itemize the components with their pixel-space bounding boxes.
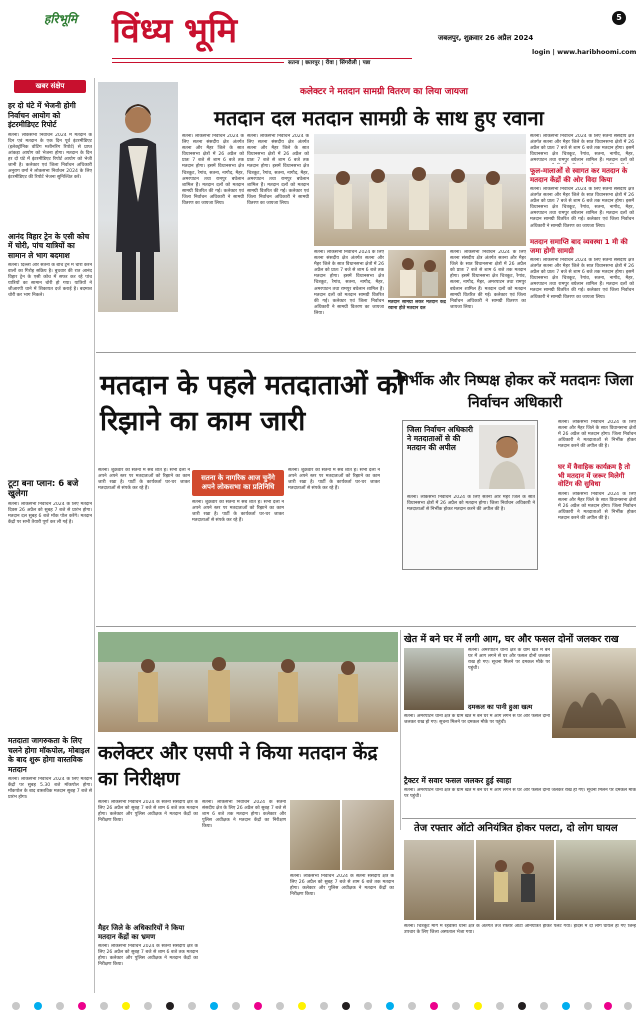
- accident-photo: [476, 840, 554, 920]
- brief-body: सतना। लोकसभा निर्वाचन 2024 के लिए मतदान दिवस 26 अप्रैल को सुबह 7 बजे से प्रारंभ होगा। मतदान दल सुबह 6 बजे मॉक पोल करेंगे। मतदान केंद्रों पर सभी तैयारी पूर्ण कर ली गई है।: [8, 502, 92, 526]
- news-brief-column: [8, 80, 92, 995]
- accident-photo: [404, 840, 474, 920]
- column-rule: [400, 630, 401, 830]
- pull-quote-text: सतना के नागरिक आज चुनेंगे अपने लोकसभा का प्रतिनिधि: [201, 474, 275, 491]
- fire-photo: [404, 648, 464, 710]
- edition-bar: [112, 58, 412, 67]
- side-headline: मैहर जिले के अधिकारियों ने किया मतदान केंद्रों का भ्रमण: [98, 924, 185, 941]
- photo-caption: मतदान सामग्री लेकर मतदान केंद्र रवाना होते मतदान दल: [388, 300, 446, 312]
- story-body: सतना। लोकसभा निर्वाचन 2024 के सतना संसदीय क्षेत्र के लिए 26 अप्रैल को सुबह 7 बजे से शाम 6 बजे तक मतदान होगा। कलेक्टर और पुलिस अधीक्षक ने मतदान केंद्रों का निरीक्षण किया।: [98, 800, 198, 824]
- edition-bar-line: [112, 62, 284, 63]
- story-body-column: सतना। अमरपाटन थाना क्षेत्र के ग्राम खेत में बने घर में आग लगने से घर और फसल दोनों जलकर राख हो गए। सूचना मिलने पर दमकल मौके पर पहुंची।: [404, 788, 636, 800]
- side-headline: घर में वैवाहिक कार्यक्रम है तो भी मतदान में जरूर मिलेगी वोटिंग की सुविधा: [558, 463, 631, 488]
- story-headline: मतदान दल मतदान सामग्री के साथ हुए रवाना: [214, 106, 544, 130]
- story-body-column: सतना। लोकसभा निर्वाचन 2024 के लिए सतना संसदीय क्षेत्र अंतर्गत सतना और मैहर जिले के सात विधानसभा क्षेत्रों में 26 अप्रैल को प्रातः 7 बजे से शाम 6 बजे तक मतदान होगा। इसमें विधानसभा क्षेत्र चित्रकूट, रैगांव, सतना, नागौद, मैहर, अमरपाटन तथा रामपुर बघेलान शामिल हैं। मतदान दलों को मतदान सामग्री वितरित की गई। कलेक्टर एवं जिला निर्वाचन अधिकारी ने सामग्री वितरण का जायजा लिया।: [450, 250, 526, 310]
- brief-label: खबर संक्षेप: [14, 80, 86, 93]
- story-body-column: सतना। लोकसभा निर्वाचन 2024 के लिए सतना संसदीय क्षेत्र अंतर्गत सतना और मैहर जिले के सात विधानसभा क्षेत्रों में 26 अप्रैल को प्रातः 7 बजे से शाम 6 बजे तक मतदान होगा। इसमें विधानसभा क्षेत्र चित्रकूट, रैगांव, सतना, नागौद, मैहर, अमरपाटन तथा रामपुर बघेलान शामिल हैं। मतदान दलों को मतदान सामग्री वितरित की गई। कलेक्टर एवं जिला निर्वाचन अधिकारी ने सामग्री वितरण का जायजा लिया।: [247, 134, 309, 207]
- officer-box: [402, 420, 538, 570]
- side-headline: फूल-मालाओं से स्वागत कर मतदान के मतदान केंद्रों की ओर विदा किया: [530, 167, 628, 184]
- story-body: सतना। लोकसभा निर्वाचन 2024 के लिए सतना और मैहर जिले के सात विधानसभा क्षेत्रों में 26 अप्रैल को मतदान होगा। जिला निर्वाचन अधिकारी ने मतदाताओं से निर्भीक होकर मतदान करने की अपील की है।: [558, 420, 636, 450]
- brief-body: सतना। लोकसभा निर्वाचन 2024 में मतदान के दिन एवं मतदान के एक दिन पूर्व इंटरमीडिएट (इलेक्ट्रॉनिक वोटिंग मशीनरिंग रिपोर्ट) से प्राप्त आंकड़ा आयोग को भेजना होगा। मतदान के दिन हर दो घंटे में इंटरमीडिएट रिपोर्ट आयोग को भेजी जानी है। कलेक्टर एवं जिला निर्वाचन अधिकारी अनुराग वर्मा ने लोकसभा निर्वाचन 2024 के लिए इंटरमीडिएट की रिपोर्ट भेजना सुनिश्चित करें।: [8, 132, 92, 181]
- story-body-column: सतना। शुक्रवार को सतना में सब शांत है। सभी दलों ने अपने अपने स्तर पर मतदाताओं को रिझाने का काम जारी रखा है। पार्टी के कार्यकर्ता घर-घर जाकर मतदाताओं से संपर्क कर रहे हैं।: [192, 500, 284, 524]
- story-body: सतना। लोकसभा निर्वाचन 2024 के लिए सतना संसदीय क्षेत्र अंतर्गत सतना और मैहर जिले के सात विधानसभा क्षेत्रों में 26 अप्रैल को प्रातः 7 बजे से शाम 6 बजे तक मतदान होगा। इसमें विधानसभा क्षेत्र चित्रकूट, रैगांव, सतना, नागौद, मैहर, अमरपाटन तथा रामपुर बघेलान शामिल हैं। मतदान दलों को मतदान सामग्री वितरित की गई। कलेक्टर एवं जिला निर्वाचन अधिकारी ने सामग्री वितरण का जायजा लिया।: [530, 187, 634, 229]
- page-title: विंध्य भूमि: [112, 11, 238, 51]
- story-headline: मतदान के पहले मतदाताओं को रिझाने का काम जारी: [100, 370, 405, 437]
- story-body-column: सतना। लोकसभा निर्वाचन 2024 के लिए सतना संसदीय क्षेत्र अंतर्गत सतना और मैहर जिले के सात विधानसभा क्षेत्रों में 26 अप्रैल को प्रातः 7 बजे से शाम 6 बजे तक मतदान होगा। इसमें विधानसभा क्षेत्र चित्रकूट, रैगांव, सतना, नागौद, मैहर, अमरपाटन तथा रामपुर बघेलान शामिल हैं। मतदान दलों को मतदान सामग्री वितरित की गई। कलेक्टर एवं जिला निर्वाचन अधिकारी ने सामग्री वितरण का जायजा लिया।: [314, 250, 384, 316]
- story-headline: कलेक्टर और एसपी ने किया मतदान केंद्र का निरीक्षण: [98, 742, 378, 790]
- story-headline: खेत में बने घर में लगी आग, घर और फसल दोनों जलकर राख: [404, 634, 619, 645]
- registration-bar: [0, 997, 640, 1015]
- collector-portrait: [479, 425, 535, 489]
- fire-photo-large: [552, 648, 636, 738]
- side-headline: मतदान समाप्ति बाद व्यवस्था 1 मी की जमा होगी सामग्री: [530, 238, 628, 255]
- story-body: सतना। चित्रकूट मार्ग में रहवासा थाना क्षेत्र के अंतर्गत तेज रफ्तार ऑटो अनियंत्रित होकर पलट गया। हादसे में दो लोग घायल हो गए जिन्हें उपचार के लिए जिला अस्पताल भेजा गया।: [404, 924, 636, 936]
- dateline: जबलपुर, शुक्रवार 26 अप्रैल 2024: [438, 34, 534, 42]
- story-side-column: [530, 134, 634, 346]
- polling-team-photo: [314, 134, 526, 246]
- inspection-photo-small: [342, 800, 394, 870]
- story-headline: निर्भीक और निष्पक्ष होकर करें मतदानः जिला निर्वाचन अधिकारी: [396, 373, 634, 411]
- story-body: सतना। लोकसभा निर्वाचन 2024 के लिए सतना संसदीय क्षेत्र अंतर्गत सतना और मैहर जिले के सात विधानसभा क्षेत्रों में 26 अप्रैल को प्रातः 7 बजे से शाम 6 बजे तक मतदान होगा। इसमें विधानसभा क्षेत्र चित्रकूट, रैगांव, सतना, नागौद, मैहर, अमरपाटन तथा रामपुर बघेलान शामिल हैं। मतदान दलों को मतदान सामग्री वितरित की गई। कलेक्टर एवं जिला निर्वाचन अधिकारी ने सामग्री वितरण का जायजा लिया।: [530, 258, 634, 300]
- story-body-column: सतना। लोकसभा निर्वाचन 2024 के सतना संसदीय क्षेत्र के लिए 26 अप्रैल को सुबह 7 बजे से शाम 6 बजे तक मतदान होगा। कलेक्टर और पुलिस अधीक्षक ने मतदान केंद्रों का निरीक्षण किया।: [290, 874, 394, 898]
- story-headline: तेज रफ्तार ऑटो अनियंत्रित होकर पलटा, दो लोग घायल: [414, 823, 618, 834]
- inspection-photo-small: [290, 800, 340, 870]
- page-number: 5: [612, 11, 626, 25]
- story-body: सतना। लोकसभा निर्वाचन 2024 के लिए सतना और मैहर जिले के सात विधानसभा क्षेत्रों में 26 अप्रैल को मतदान होगा। जिला निर्वाचन अधिकारी ने मतदाताओं से निर्भीक होकर मतदान करने की अपील की है।: [558, 491, 636, 521]
- column-rule: [94, 78, 95, 993]
- edition-list: सतना | छतरपुर | रीवा | सिंगरौली | पन्ना: [288, 60, 371, 66]
- woman-official-photo: [98, 82, 178, 312]
- story-body: सतना। लोकसभा निर्वाचन 2024 के लिए सतना संसदीय क्षेत्र अंतर्गत सतना और मैहर जिले के सात विधानसभा क्षेत्रों में 26 अप्रैल को प्रातः 7 बजे से शाम 6 बजे तक मतदान होगा। इसमें विधानसभा क्षेत्र चित्रकूट, रैगांव, सतना, नागौद, मैहर, अमरपाटन तथा रामपुर बघेलान शामिल हैं। मतदान दलों को: [530, 134, 634, 164]
- section-rule: [96, 352, 636, 353]
- brief-headline: हर दो घंटे में भेजनी होगी निर्वाचन आयोग को इंटरमीडिएट रिपोर्ट: [8, 101, 76, 129]
- pull-quote: [192, 470, 284, 496]
- section-rule: [402, 818, 636, 819]
- brief-body: सतना। लोकसभा निर्वाचन 2024 के लिए मतदान केंद्रों पर सुबह 5.30 बजे मॉकपोल होगा। मॉकपोल के बाद वास्तविक मतदान सुबह 7 बजे से प्रारंभ होगा।: [8, 777, 92, 801]
- brief-headline: आनंद विहार ट्रेन के एसी कोच में चोरी, पांच यात्रियों का सामान ले भाग बदमाश: [8, 231, 90, 260]
- sub-headline: ट्रैक्टर में सवार फसल जलकर हुई स्वाहा: [404, 776, 512, 785]
- brief-headline: मतदाता जागरुकता के लिए चलने होगा मॉकपोल, मोबाइल के बाद शुरू होगा वास्तविक मतदान: [8, 736, 90, 774]
- accident-photo: [556, 840, 636, 920]
- sub-headline: दमकल का पानी हुआ खत्म: [468, 703, 533, 711]
- story-body-column: सतना। लोकसभा निर्वाचन 2024 के सतना संसदीय क्षेत्र के लिए 26 अप्रैल को सुबह 7 बजे से शाम 6 बजे तक मतदान होगा। कलेक्टर और पुलिस अधीक्षक ने मतदान केंद्रों का निरीक्षण किया।: [202, 800, 286, 830]
- story-body: सतना। अमरपाटन थाना क्षेत्र के ग्राम खेत में बने घर में आग लगने से घर और फसल दोनों जलकर राख हो गए। सूचना मिलने पर दमकल मौके पर पहुंची।: [468, 648, 550, 672]
- story-body: सतना। शुक्रवार को सतना में सब शांत है। सभी दलों ने अपने अपने स्तर पर मतदाताओं को रिझाने का काम जारी रखा है। पार्टी के कार्यकर्ता घर-घर जाकर मतदाताओं से संपर्क कर रहे हैं।: [98, 468, 190, 492]
- box-body: सतना। लोकसभा निर्वाचन 2024 के लिए सतना और मैहर जिले के सात विधानसभा क्षेत्रों में 26 अप्रैल को मतदान होगा। जिला निर्वाचन अधिकारी ने मतदाताओं से निर्भीक होकर मतदान करने की अपील की है।: [407, 495, 535, 513]
- box-headline: जिला निर्वाचन अधिकारी ने मतदाताओं से की मतदान की अपील: [407, 425, 473, 452]
- inspection-photo: [98, 632, 398, 732]
- haribhoomi-logo: हरिभूमि: [44, 12, 78, 26]
- section-rule: [96, 626, 636, 627]
- brief-headline: टूटा बना प्लान: 6 बजे खुलेगा: [8, 479, 79, 499]
- material-distribution-photo: [388, 250, 446, 298]
- story-side-column: [558, 420, 636, 620]
- story-body-column: सतना। अमरपाटन थाना क्षेत्र के ग्राम खेत में बने घर में आग लगने से घर और फसल दोनों जलकर राख हो गए। सूचना मिलने पर दमकल मौके पर पहुंची।: [404, 714, 550, 726]
- masthead: [0, 0, 640, 66]
- story-kicker: कलेक्टर ने मतदान सामग्री वितरण का लिया जायजा: [300, 87, 469, 97]
- website: login | www.haribhoomi.com: [532, 48, 637, 56]
- story-body: सतना। लोकसभा निर्वाचन 2024 के लिए सतना संसदीय क्षेत्र अंतर्गत सतना और मैहर जिले के सात विधानसभा क्षेत्रों में 26 अप्रैल को प्रातः 7 बजे से शाम 6 बजे तक मतदान होगा। इसमें विधानसभा क्षेत्र चित्रकूट, रैगांव, सतना, नागौद, मैहर, अमरपाटन तथा रामपुर बघेलान शामिल हैं। मतदान दलों को मतदान सामग्री वितरित की गई। कलेक्टर एवं जिला निर्वाचन अधिकारी ने सामग्री वितरण का जायजा लिया।: [182, 134, 244, 207]
- story-body-column: सतना। शुक्रवार को सतना में सब शांत है। सभी दलों ने अपने अपने स्तर पर मतदाताओं को रिझाने का काम जारी रखा है। पार्टी के कार्यकर्ता घर-घर जाकर मतदाताओं से संपर्क कर रहे हैं।: [288, 468, 380, 492]
- brief-body: सतना। दिल्ली और सतना के बीच ट्रेन में चोरी करने वालों का गिरोह सक्रिय है। बुधवार की रात आनंद विहार ट्रेन के एसी कोच में सफर कर रहे पांच यात्रियों का सामान चोरी हो गया। यात्रियों ने जीआरपी थाने में शिकायत दर्ज कराई है। बदमाश चोरी कर भाग निकले।: [8, 263, 92, 299]
- story-body-column: सतना। लोकसभा निर्वाचन 2024 के सतना संसदीय क्षेत्र के लिए 26 अप्रैल को सुबह 7 बजे से शाम 6 बजे तक मतदान होगा। कलेक्टर और पुलिस अधीक्षक ने मतदान केंद्रों का निरीक्षण किया।: [98, 944, 198, 968]
